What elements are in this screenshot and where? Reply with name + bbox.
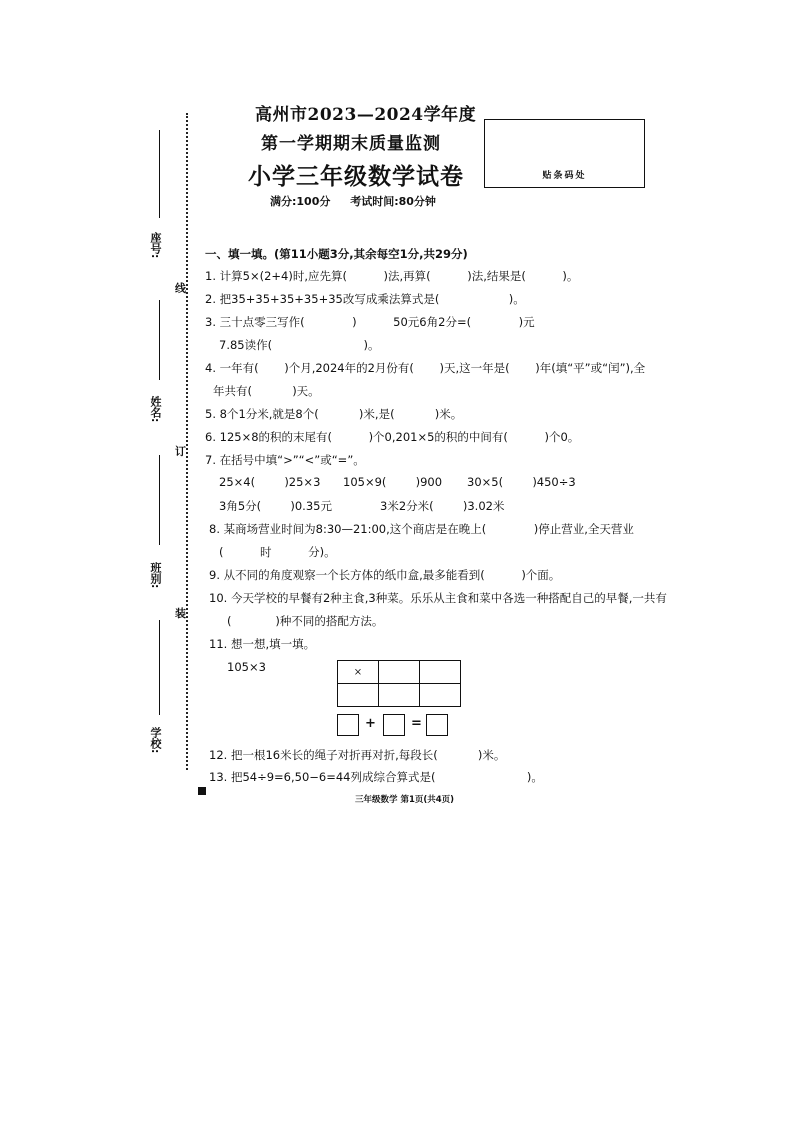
exam-meta	[270, 193, 452, 209]
question-8b: ( 时 分)。	[219, 545, 336, 559]
question-2: 2. 把35+35+35+35+35改写成乘法算式是( )。	[205, 292, 525, 306]
question-7: 7. 在括号中填“>”“<”或“=”。	[205, 453, 365, 467]
barcode-sticker-area	[484, 119, 645, 188]
answer-box-3[interactable]	[426, 714, 448, 736]
grid-cell-times[interactable]: ×	[338, 661, 379, 684]
grid-cell[interactable]	[379, 661, 420, 684]
class-label: 班别:	[149, 562, 162, 589]
page-footer: 三年级数学 第1页(共4页)	[355, 795, 455, 805]
margin-char-line: 线	[175, 282, 186, 295]
question-7c: 30×5( )450÷3	[467, 475, 576, 489]
question-1: 1. 计算5×(2+4)时,应先算( )法,再算( )法,结果是( )。	[205, 269, 579, 283]
sticker-label: 贴条码处	[542, 171, 587, 181]
title-line1: 高州市2023—2024学年度	[255, 105, 477, 125]
question-7b: 105×9( )900	[343, 475, 443, 489]
question-13: 13. 把54÷9=6,50−6=44列成综合算式是( )。	[209, 770, 543, 784]
question-10b: ( )种不同的搭配方法。	[227, 614, 384, 628]
question-11-expression: 105×3	[227, 660, 266, 674]
question-9: 9. 从不同的角度观察一个长方体的纸巾盒,最多能看到( )个面。	[209, 568, 561, 582]
exam-time: 考试时间:80分钟	[350, 195, 436, 208]
grid-cell[interactable]	[420, 684, 461, 707]
binding-dotted-line	[186, 113, 188, 770]
question-8a: 8. 某商场营业时间为8:30—21:00,这个商店是在晚上( )停止营业,全天营业	[209, 522, 634, 536]
registration-mark	[198, 787, 206, 795]
grid-cell[interactable]	[379, 684, 420, 707]
question-7a: 25×4( )25×3	[219, 475, 321, 489]
page-title: 小学三年级数学试卷	[248, 164, 464, 190]
question-11: 11. 想一想,填一填。	[209, 637, 316, 651]
question-10a: 10. 今天学校的早餐有2种主食,3种菜。乐乐从主食和菜中各选一种搭配自己的早餐,一共有	[209, 591, 667, 605]
question-5: 5. 8个1分米,就是8个( )米,是( )米。	[205, 407, 463, 421]
question-6: 6. 125×8的积的末尾有( )个0,201×5的积的中间有( )个0。	[205, 430, 580, 444]
answer-box-2[interactable]	[383, 714, 405, 736]
full-score: 满分:100分	[270, 195, 331, 208]
plus-sign: +	[365, 716, 376, 731]
multiplication-grid	[337, 660, 461, 707]
equals-sign: =	[411, 716, 422, 731]
section1-heading: 一、填一填。(第11小题3分,其余每空1分,共29分)	[205, 247, 468, 261]
grid-cell[interactable]	[420, 661, 461, 684]
question-4a: 4. 一年有( )个月,2024年的2月份有( )天,这一年是( )年(填“平”或“闰”),全	[205, 361, 646, 375]
seat-label: 座号:	[149, 232, 162, 259]
grid-cell[interactable]	[338, 684, 379, 707]
name-underline	[159, 300, 160, 380]
question-12: 12. 把一根16米长的绳子对折再对折,每段长( )米。	[209, 748, 506, 762]
question-3a: 3. 三十点零三写作( ) 50元6角2分=( )元	[205, 315, 535, 329]
question-3b: 7.85读作( )。	[219, 338, 380, 352]
school-label: 学校:	[149, 727, 162, 754]
margin-char-ding: 订	[175, 445, 186, 458]
name-label: 姓名:	[149, 396, 162, 423]
question-4b: 年共有( )天。	[213, 384, 320, 398]
title-line2: 第一学期期末质量监测	[261, 134, 441, 154]
margin-char-zhuang: 装	[175, 607, 186, 620]
question-7e: 3米2分米( )3.02米	[380, 499, 505, 513]
answer-box-1[interactable]	[337, 714, 359, 736]
class-underline	[159, 455, 160, 545]
question-7d: 3角5分( )0.35元	[219, 499, 332, 513]
school-underline	[159, 620, 160, 715]
seat-underline	[159, 130, 160, 218]
